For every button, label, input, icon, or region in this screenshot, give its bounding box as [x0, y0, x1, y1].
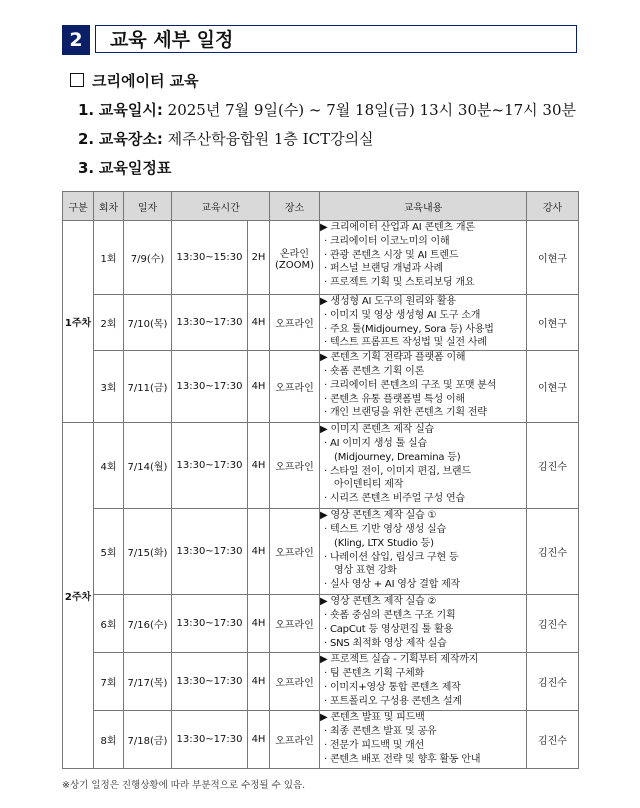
content-item: · 텍스트 프롬프트 작성법 및 실전 사례 — [324, 337, 487, 349]
info-line-3 — [78, 157, 171, 178]
place-cell: 오프라인 — [270, 351, 320, 423]
date-cell: 7/17(목) — [124, 653, 172, 711]
info-value: 제주산학융합원 1층 ICT강의실 — [167, 130, 374, 148]
session-cell: 4회 — [94, 423, 124, 509]
info-line-2 — [78, 128, 374, 149]
subheading-text: 크리에이터 교육 — [92, 72, 199, 90]
content-item: · 관광 콘텐츠 시장 및 AI 트렌드 — [324, 249, 459, 261]
hours-cell: 4H — [248, 423, 270, 509]
schedule-table — [62, 191, 579, 769]
table-header-row — [63, 192, 579, 221]
content-item: · 시리즈 콘텐츠 비주얼 구성 연습 — [324, 493, 465, 505]
content-item: · SNS 최적화 영상 제작 실습 — [324, 637, 447, 649]
instructor-cell: 김진수 — [527, 711, 579, 769]
time-cell: 13:30~17:30 — [172, 595, 248, 653]
content-heading: ▶ 콘텐츠 발표 및 피드백 — [320, 712, 425, 724]
content-item: · 숏폼 중심의 콘텐츠 구조 기획 — [324, 609, 456, 621]
table-row — [63, 221, 579, 295]
week-cell: 1주차 — [63, 221, 94, 423]
hours-cell: 4H — [248, 653, 270, 711]
table-row — [63, 509, 579, 595]
content-item: · 개인 브랜딩을 위한 콘텐츠 기획 전략 — [324, 407, 487, 419]
content-heading: ▶ 영상 콘텐츠 제작 실습 ② — [320, 596, 437, 608]
session-cell: 3회 — [94, 351, 124, 423]
header-date: 일자 — [124, 192, 172, 221]
header-place: 장소 — [270, 192, 320, 221]
date-cell: 7/10(목) — [124, 295, 172, 351]
info-value: 2025년 7월 9일(수) ~ 7월 18일(금) 13시 30분~17시 30분 — [167, 101, 576, 119]
section-number: 2 — [62, 25, 90, 55]
content-item: · 크리에이터 콘텐츠의 구조 및 포맷 분석 — [324, 379, 497, 391]
footnote: ※상기 일정은 진행상황에 따라 부분적으로 수정될 수 있음. — [62, 780, 306, 791]
content-item: · 프로젝트 기획 및 스토리보딩 개요 — [324, 277, 475, 289]
time-cell: 13:30~17:30 — [172, 509, 248, 595]
session-cell: 2회 — [94, 295, 124, 351]
place-cell: 온라인 (ZOOM) — [270, 221, 320, 295]
content-item: · CapCut 등 영상편집 툴 활용 — [324, 623, 454, 635]
info-number: 1. — [78, 101, 95, 119]
instructor-cell: 이현구 — [527, 351, 579, 423]
date-cell: 7/14(월) — [124, 423, 172, 509]
content-item: · 텍스트 기반 영상 생성 실습 — [324, 523, 446, 535]
instructor-cell: 이현구 — [527, 221, 579, 295]
content-heading: ▶ 생성형 AI 도구의 원리와 활용 — [320, 296, 456, 307]
date-cell: 7/9(수) — [124, 221, 172, 295]
week-cell: 2주차 — [63, 423, 94, 769]
content-item: · 실사 영상 + AI 영상 결합 제작 — [324, 579, 461, 591]
content-item: · 전문가 피드백 및 개선 — [324, 739, 425, 751]
content-cell — [320, 509, 527, 595]
instructor-cell: 김진수 — [527, 653, 579, 711]
content-item: · 포트폴리오 구성용 콘텐츠 설계 — [324, 695, 462, 707]
content-item: · AI 이미지 생성 툴 실습 — [324, 437, 427, 449]
header-session: 회차 — [94, 192, 124, 221]
time-cell: 13:30~17:30 — [172, 653, 248, 711]
content-cell — [320, 423, 527, 509]
content-heading: ▶ 영상 콘텐츠 제작 실습 ① — [320, 510, 437, 522]
time-cell: 13:30~17:30 — [172, 295, 248, 351]
session-cell: 8회 — [94, 711, 124, 769]
info-line-1 — [78, 99, 576, 120]
content-item: · 이미지 및 영상 생성형 AI 도구 소개 — [324, 309, 481, 321]
content-heading: ▶ 프로젝트 실습 - 기획부터 제작까지 — [320, 654, 479, 666]
time-cell: 13:30~17:30 — [172, 711, 248, 769]
content-item: · 숏폼 콘텐츠 기획 이론 — [324, 365, 425, 377]
header-division: 구분 — [63, 192, 94, 221]
session-cell: 7회 — [94, 653, 124, 711]
content-heading: ▶ 크리에이터 산업과 AI 콘텐츠 개론 — [320, 222, 475, 233]
instructor-cell: 김진수 — [527, 423, 579, 509]
content-item: · 스타일 전이, 이미지 편집, 브랜드 — [324, 465, 471, 477]
instructor-cell: 이현구 — [527, 295, 579, 351]
content-item: · 콘텐츠 유통 플랫폼별 특성 이해 — [324, 393, 465, 405]
content-cell — [320, 595, 527, 653]
place-cell: 오프라인 — [270, 423, 320, 509]
table-row — [63, 711, 579, 769]
table-row — [63, 423, 579, 509]
content-item: 영상 표현 강화 — [334, 565, 397, 577]
content-cell — [320, 295, 527, 351]
content-item: · 최종 콘텐츠 발표 및 공유 — [324, 725, 437, 737]
info-number: 3. — [78, 159, 95, 177]
subheading — [70, 70, 199, 91]
place-cell: 오프라인 — [270, 711, 320, 769]
time-cell: 13:30~17:30 — [172, 351, 248, 423]
session-cell: 6회 — [94, 595, 124, 653]
hours-cell: 4H — [248, 711, 270, 769]
content-cell — [320, 351, 527, 423]
place-cell: 오프라인 — [270, 295, 320, 351]
info-number: 2. — [78, 130, 95, 148]
hours-cell: 4H — [248, 595, 270, 653]
instructor-cell: 김진수 — [527, 595, 579, 653]
table-row — [63, 653, 579, 711]
content-item: (Midjourney, Dreamina 등) — [334, 451, 461, 463]
hours-cell: 4H — [248, 351, 270, 423]
table-row — [63, 295, 579, 351]
content-item: · 크리에이터 이코노미의 이해 — [324, 235, 450, 247]
content-item: 아이덴티티 제작 — [334, 479, 404, 491]
content-item: (Kling, LTX Studio 등) — [334, 537, 434, 549]
content-item: · 주요 툴(Midjourney, Sora 등) 사용법 — [324, 323, 494, 335]
content-cell — [320, 711, 527, 769]
hours-cell: 2H — [248, 221, 270, 295]
hours-cell: 4H — [248, 295, 270, 351]
content-heading: ▶ 콘텐츠 기획 전략과 플랫폼 이해 — [320, 352, 466, 364]
date-cell: 7/18(금) — [124, 711, 172, 769]
date-cell: 7/15(화) — [124, 509, 172, 595]
place-cell: 오프라인 — [270, 509, 320, 595]
header-instructor: 강사 — [527, 192, 579, 221]
session-cell: 1회 — [94, 221, 124, 295]
header-time: 교육시간 — [172, 192, 270, 221]
table-row — [63, 351, 579, 423]
info-label: 교육일시: — [98, 101, 163, 119]
content-item: · 퍼스널 브랜딩 개념과 사례 — [324, 263, 443, 275]
content-heading: ▶ 이미지 콘텐츠 제작 실습 — [320, 424, 435, 436]
time-cell: 13:30~15:30 — [172, 221, 248, 295]
section-header — [62, 25, 577, 55]
content-item: · 나레이션 삽입, 립싱크 구현 등 — [324, 551, 459, 563]
header-content: 교육내용 — [320, 192, 527, 221]
date-cell: 7/11(금) — [124, 351, 172, 423]
section-title: 교육 세부 일정 — [95, 25, 577, 53]
content-cell — [320, 221, 527, 295]
place-cell: 오프라인 — [270, 653, 320, 711]
content-item: · 이미지+영상 통합 콘텐츠 제작 — [324, 681, 461, 693]
info-label: 교육장소: — [98, 130, 163, 148]
info-label: 교육일정표 — [98, 159, 172, 177]
time-cell: 13:30~17:30 — [172, 423, 248, 509]
content-item: · 콘텐츠 배포 전략 및 향후 활동 안내 — [324, 753, 481, 765]
table-row — [63, 595, 579, 653]
content-item: · 팀 콘텐츠 기획 구체화 — [324, 667, 425, 679]
instructor-cell: 김진수 — [527, 509, 579, 595]
place-cell: 오프라인 — [270, 595, 320, 653]
content-cell — [320, 653, 527, 711]
hours-cell: 4H — [248, 509, 270, 595]
session-cell: 5회 — [94, 509, 124, 595]
date-cell: 7/16(수) — [124, 595, 172, 653]
checkbox-square-icon — [70, 73, 84, 87]
